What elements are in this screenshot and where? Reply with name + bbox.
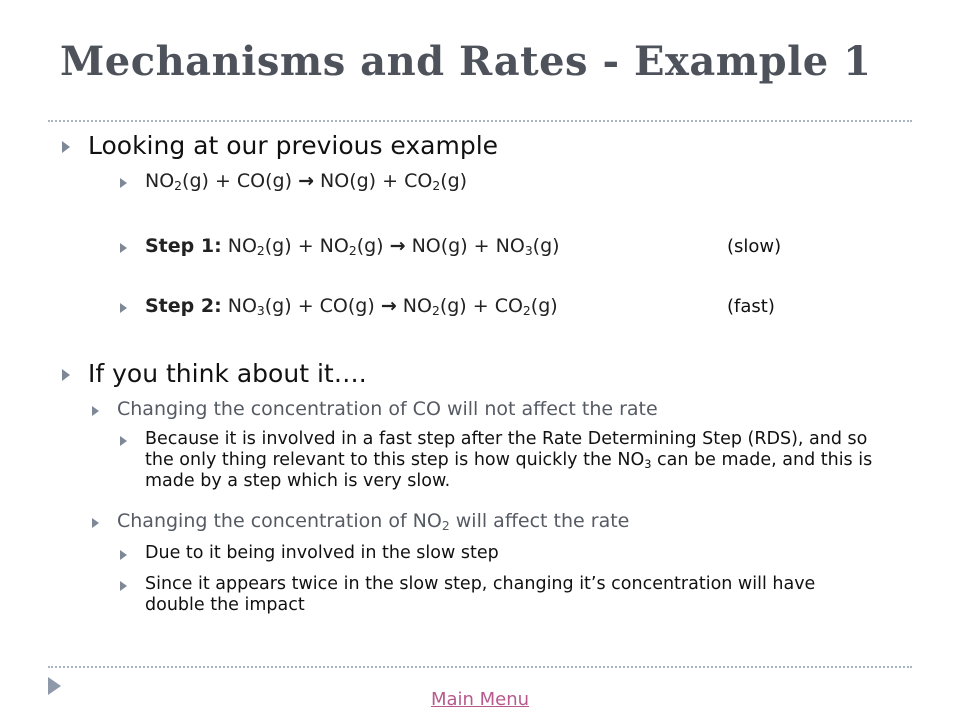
step2-label: Step 2: <box>145 295 222 317</box>
co-point: Changing the concentration of CO will not affect the rate <box>117 398 658 420</box>
bullet-arrow-icon <box>120 436 127 446</box>
reaction-arrow-icon: → <box>389 235 406 257</box>
reaction-arrow-icon: → <box>380 295 397 317</box>
no2-point: Changing the concentration of $NO_2$ will affect the rate <box>117 510 630 534</box>
bullet-arrow-icon <box>120 581 127 591</box>
bullet-arrow-icon <box>120 303 127 313</box>
co-reason: Because it is involved in a fast step after the Rate Determining Step (RDS), and so the only thing relevant to this step is how quickly the $NO_3$ can be made, and this is made by a step which is very slow. <box>145 429 873 491</box>
section1-heading: Looking at our previous example <box>88 131 499 160</box>
section2-heading: If you think about it…. <box>88 359 367 388</box>
no2-reason-1: Due to it being involved in the slow step <box>145 543 499 563</box>
bullet-arrow-icon <box>120 243 127 253</box>
overall-reaction: $NO_2(g) + CO(g) \to NO(g) + CO_2(g)$ <box>145 170 468 194</box>
step2-speed: (fast) <box>727 296 775 317</box>
step1-label: Step 1: <box>145 235 222 257</box>
bullet-arrow-icon <box>62 141 70 153</box>
step1-speed: (slow) <box>727 236 782 257</box>
no2-reason-2: Since it appears twice in the slow step, changing it’s concentration will have double the impact <box>145 574 816 615</box>
bullet-arrow-icon <box>62 369 70 381</box>
step2-reaction: Step 2: $NO_3(g) + CO(g) \to NO_2(g) + CO_2(g)$ <box>145 295 558 319</box>
slide-title: Mechanisms and Rates - Example 1 <box>60 38 872 85</box>
bullet-arrow-icon <box>120 550 127 560</box>
bullet-arrow-icon <box>92 518 99 528</box>
footer-divider <box>48 666 912 668</box>
bullet-arrow-icon <box>120 178 127 188</box>
bullet-arrow-icon <box>92 406 99 416</box>
main-menu-link[interactable]: Main Menu <box>430 689 530 710</box>
title-divider <box>48 120 912 122</box>
step1-reaction: Step 1: $NO_2(g) + NO_2(g) \to NO(g) + NO_3(g)$ <box>145 235 560 259</box>
reaction-arrow-icon: → <box>298 170 314 192</box>
